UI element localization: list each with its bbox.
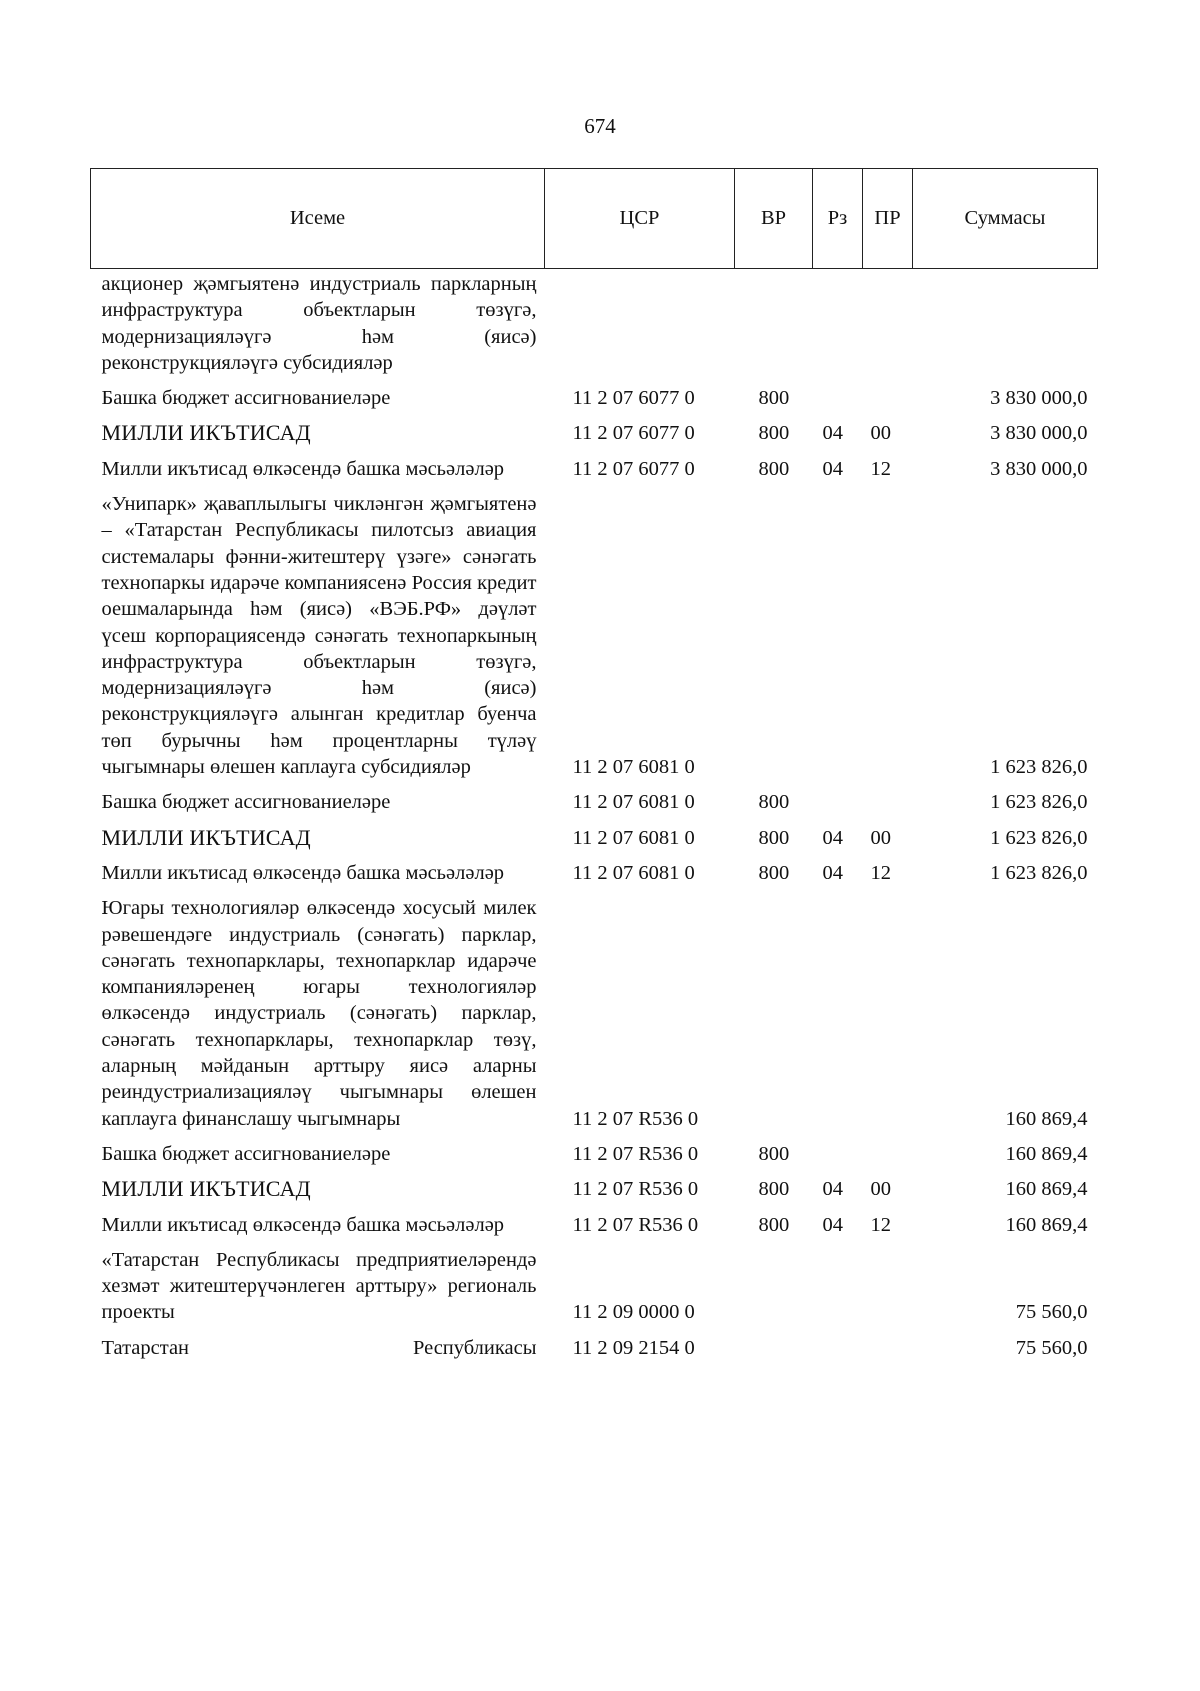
row-vr: 800: [758, 1142, 790, 1165]
row-name: «Татарстан Республикасы предприятиеләрендә хезмәт житештерүчәнлеген арттыру» региональ проекты: [101, 1248, 537, 1324]
row-csr: 11 2 07 6081 0: [572, 756, 695, 779]
header-rz: Рз: [813, 169, 863, 269]
row-pr: [863, 1335, 913, 1370]
table-row: [91, 1212, 1098, 1247]
header-sum: Суммасы: [913, 169, 1098, 269]
page-number: 674: [584, 114, 616, 138]
row-sum: 1 623 826,0: [990, 861, 1088, 884]
row-rz: 04: [822, 422, 843, 445]
row-name: Югары технологияләр өлкәсендә хосусый милек рәвешендәге индустриаль (сәнәгать) парклар, сәнәгать технопарклары, технопарклар идарәче компанияләренең югары технологияләр өлкәсендә индустриаль (сәнәгать) парклар, сәнәгать технопарклары, технопарклар төзү, аларның мәйданын арттыру яисә аларны реиндустриализацияләү чыгымнары өлешен каплауга финанслашу чыгымнары: [101, 897, 537, 1130]
row-rz: 04: [822, 1213, 843, 1236]
row-vr: 800: [758, 422, 790, 445]
row-sum: 75 560,0: [1015, 1301, 1088, 1324]
header-name: Исеме: [91, 169, 545, 269]
row-rz: [813, 895, 863, 1141]
row-rz: 04: [822, 457, 843, 480]
row-name: Милли икътисад өлкәсендә башка мәсьәләләр: [101, 457, 505, 480]
row-rz: [813, 1247, 863, 1335]
row-csr: 11 2 09 0000 0: [572, 1301, 695, 1324]
row-rz: [813, 789, 863, 824]
row-sum: 1 623 826,0: [990, 826, 1088, 849]
row-name: Татарстан Республикасы: [101, 1336, 537, 1359]
row-vr: [735, 1335, 813, 1370]
row-vr: 800: [758, 1213, 790, 1236]
table-row: [91, 385, 1098, 420]
row-pr: [863, 1247, 913, 1335]
row-pr: [863, 789, 913, 824]
table-row: [91, 1247, 1098, 1335]
row-name: МИЛЛИ ИКЪТИСАД: [101, 1176, 311, 1202]
row-pr: [863, 269, 913, 386]
row-rz: 04: [822, 826, 843, 849]
row-vr: [735, 269, 813, 386]
row-rz: [813, 1335, 863, 1370]
row-vr: 800: [758, 1178, 790, 1201]
row-rz: [813, 1141, 863, 1176]
table-row: [91, 860, 1098, 895]
row-pr: 12: [870, 1213, 891, 1236]
table-row: [91, 1141, 1098, 1176]
row-rz: [813, 491, 863, 789]
row-rz: [813, 385, 863, 420]
table-row: [91, 269, 1098, 386]
row-pr: 00: [870, 1178, 891, 1201]
table-row: [91, 491, 1098, 789]
row-pr: [863, 385, 913, 420]
row-vr: 800: [758, 387, 790, 410]
row-pr: 00: [870, 422, 891, 445]
row-pr: 12: [870, 861, 891, 884]
row-pr: 12: [870, 457, 891, 480]
row-pr: [863, 895, 913, 1141]
row-vr: 800: [758, 861, 790, 884]
row-pr: 00: [870, 826, 891, 849]
table-header: [91, 169, 1098, 269]
row-csr: 11 2 07 6081 0: [572, 791, 695, 814]
row-name: «Унипарк» җаваплылыгы чикләнгән җәмгыятенә – «Татарстан Республикасы пилотсыз авиация системалары фәнни-житештерү үзәге» сәнәгать технопаркы идарәче компаниясенә Россия кредит оешмаларында һәм (яисә) «ВЭБ.РФ» дәүләт үсеш корпорациясендә сәнәгать технопаркының инфраструктура объектларын төзүгә, модернизацияләүгә һәм (яисә) реконструкцияләүгә алынган кредитлар буенча төп бурычны һәм процентларны түләү чыгымнары өлешен каплауга субсидияләр: [101, 493, 537, 779]
row-rz: [813, 269, 863, 386]
row-sum: [913, 269, 1098, 386]
row-sum: 1 623 826,0: [990, 791, 1088, 814]
row-sum: 75 560,0: [1015, 1336, 1088, 1359]
row-csr: 11 2 07 6077 0: [572, 387, 695, 410]
row-sum: 3 830 000,0: [990, 422, 1088, 445]
row-name: Башка бюджет ассигнованиеләре: [101, 791, 391, 814]
table-body: [91, 269, 1098, 1370]
row-pr: [863, 491, 913, 789]
row-name: Милли икътисад өлкәсендә башка мәсьәләләр: [101, 861, 505, 884]
table-row: [91, 825, 1098, 860]
row-vr: 800: [758, 826, 790, 849]
row-name: МИЛЛИ ИКЪТИСАД: [101, 420, 311, 446]
row-vr: 800: [758, 457, 790, 480]
row-csr: 11 2 07 R536 0: [572, 1178, 699, 1201]
budget-table: [90, 168, 1098, 1370]
row-csr: 11 2 07 6081 0: [572, 861, 695, 884]
table-row: [91, 1176, 1098, 1211]
row-csr: 11 2 07 6077 0: [572, 457, 695, 480]
row-sum: 160 869,4: [1005, 1142, 1088, 1165]
table-row: [91, 895, 1098, 1141]
header-csr: ЦСР: [545, 169, 735, 269]
row-csr: [545, 269, 735, 386]
row-vr: [735, 491, 813, 789]
row-sum: 1 623 826,0: [990, 756, 1088, 779]
row-name: акционер җәмгыятенә индустриаль паркларның инфраструктура объектларын төзүгә, модернизацияләүгә һәм (яисә) реконструкцияләүгә субсидияләр: [101, 273, 537, 374]
table-row: [91, 789, 1098, 824]
row-csr: 11 2 07 6077 0: [572, 422, 695, 445]
header-pr: ПР: [863, 169, 913, 269]
row-name: Башка бюджет ассигнованиеләре: [101, 1142, 391, 1165]
row-csr: 11 2 07 R536 0: [572, 1213, 699, 1236]
row-csr: 11 2 07 R536 0: [572, 1142, 699, 1165]
row-pr: [863, 1141, 913, 1176]
row-csr: 11 2 09 2154 0: [572, 1336, 695, 1359]
row-name: Милли икътисад өлкәсендә башка мәсьәләләр: [101, 1213, 505, 1236]
row-name: МИЛЛИ ИКЪТИСАД: [101, 824, 311, 850]
table-row: [91, 1335, 1098, 1370]
row-sum: 160 869,4: [1005, 1107, 1088, 1130]
row-vr: [735, 1247, 813, 1335]
row-sum: 3 830 000,0: [990, 387, 1088, 410]
row-vr: [735, 895, 813, 1141]
header-vr: ВР: [735, 169, 813, 269]
row-vr: 800: [758, 791, 790, 814]
row-rz: 04: [822, 1178, 843, 1201]
row-sum: 160 869,4: [1005, 1178, 1088, 1201]
row-csr: 11 2 07 R536 0: [572, 1107, 699, 1130]
row-name: Башка бюджет ассигнованиеләре: [101, 387, 391, 410]
row-sum: 3 830 000,0: [990, 457, 1088, 480]
table-row: [91, 456, 1098, 491]
row-rz: 04: [822, 861, 843, 884]
row-csr: 11 2 07 6081 0: [572, 826, 695, 849]
table-row: [91, 420, 1098, 455]
row-sum: 160 869,4: [1005, 1213, 1088, 1236]
